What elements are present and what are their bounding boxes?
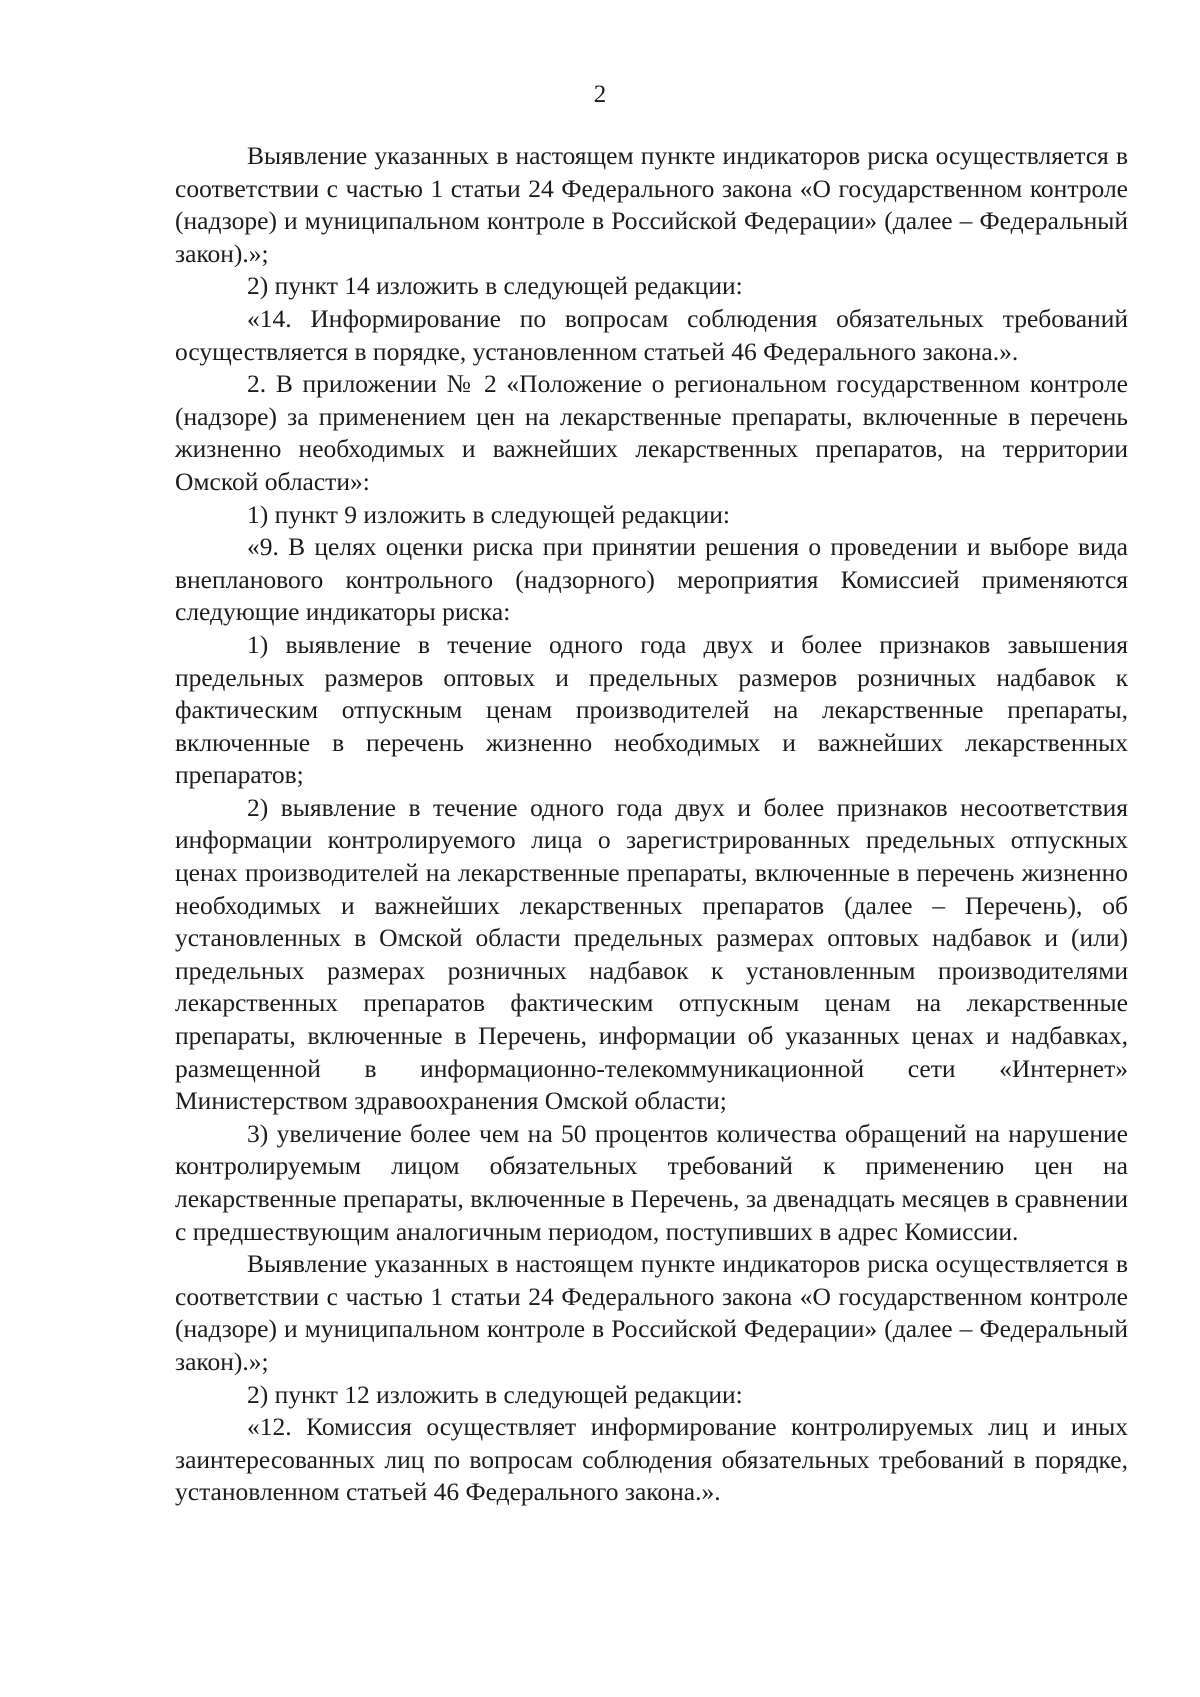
paragraph-item-12-intro: 2) пункт 12 изложить в следующей редакции:: [247, 1379, 743, 1409]
paragraph-item-9-text: «9. В целях оценки риска при принятии решения о проведении и выборе вида внепланового контрольного (надзорного) мероприятия Комиссией применяются следующие индикаторы риска:: [175, 532, 1128, 627]
page-number: 2: [593, 81, 607, 108]
paragraph-item-14-intro: 2) пункт 14 изложить в следующей редакции:: [247, 271, 743, 301]
paragraph-risk-indicators-note: Выявление указанных в настоящем пункте индикаторов риска осуществляется в соответствии с частью 1 статьи 24 Федерального закона «О государственном контроле (надзоре) и муниципальном контроле в Российской Федерации» (далее – Федеральный закон).»;: [175, 141, 1128, 268]
paragraph-indicator-1: 1) выявление в течение одного года двух и более признаков завышения предельных размеров оптовых и предельных размеров розничных надбавок к фактическим отпускным ценам производителей на лекарственные препараты, включенные в перечень жизненно необходимых и важнейших лекарственных препаратов;: [175, 629, 1128, 790]
paragraph-appendix-2-intro: 2. В приложении № 2 «Положение о региональном государственном контроле (надзоре) за применением цен на лекарственные препараты, включенные в перечень жизненно необходимых и важнейших лекарственных препаратов, на территории Омской области»:: [175, 369, 1128, 496]
paragraph-item-9-intro: 1) пункт 9 изложить в следующей редакции:: [247, 499, 730, 529]
paragraph-item-12-text: «12. Комиссия осуществляет информирование контролируемых лиц и иных заинтересованных лиц по вопросам соблюдения обязательных требований в порядке, установленном статьей 46 Федерального закона.».: [175, 1412, 1128, 1507]
document-body: [175, 140, 1128, 1509]
paragraph-item-14-text: «14. Информирование по вопросам соблюдения обязательных требований осуществляется в порядке, установленном статьей 46 Федерального закона.».: [175, 303, 1128, 366]
paragraph-indicator-3: 3) увеличение более чем на 50 процентов количества обращений на нарушение контролируемым лицом обязательных требований к применению цен на лекарственные препараты, включенные в Перечень, за двенадцать месяцев в сравнении с предшествующим аналогичным периодом, поступивших в адрес Комиссии.: [175, 1118, 1128, 1246]
paragraph-indicator-2: 2) выявление в течение одного года двух и более признаков несоответствия информации контролируемого лица о зарегистрированных предельных отпускных ценах производителей на лекарственные препараты, включенные в перечень жизненно необходимых и важнейших лекарственных препаратов (далее – Перечень), об установленных в Омской области предельных размерах оптовых надбавок и (или) предельных размерах розничных надбавок к установленным производителями лекарственных препаратов фактическим отпускным ценам на лекарственные препараты, включенные в Перечень, информации об указанных ценах и надбавках, размещенной в информационно-телекоммуникационной сети «Интернет» Министерством здравоохранения Омской области;: [175, 792, 1128, 1116]
paragraph-risk-indicators-note-2: Выявление указанных в настоящем пункте индикаторов риска осуществляется в соответствии с частью 1 статьи 24 Федерального закона «О государственном контроле (надзоре) и муниципальном контроле в Российской Федерации» (далее – Федеральный закон).»;: [175, 1249, 1128, 1376]
